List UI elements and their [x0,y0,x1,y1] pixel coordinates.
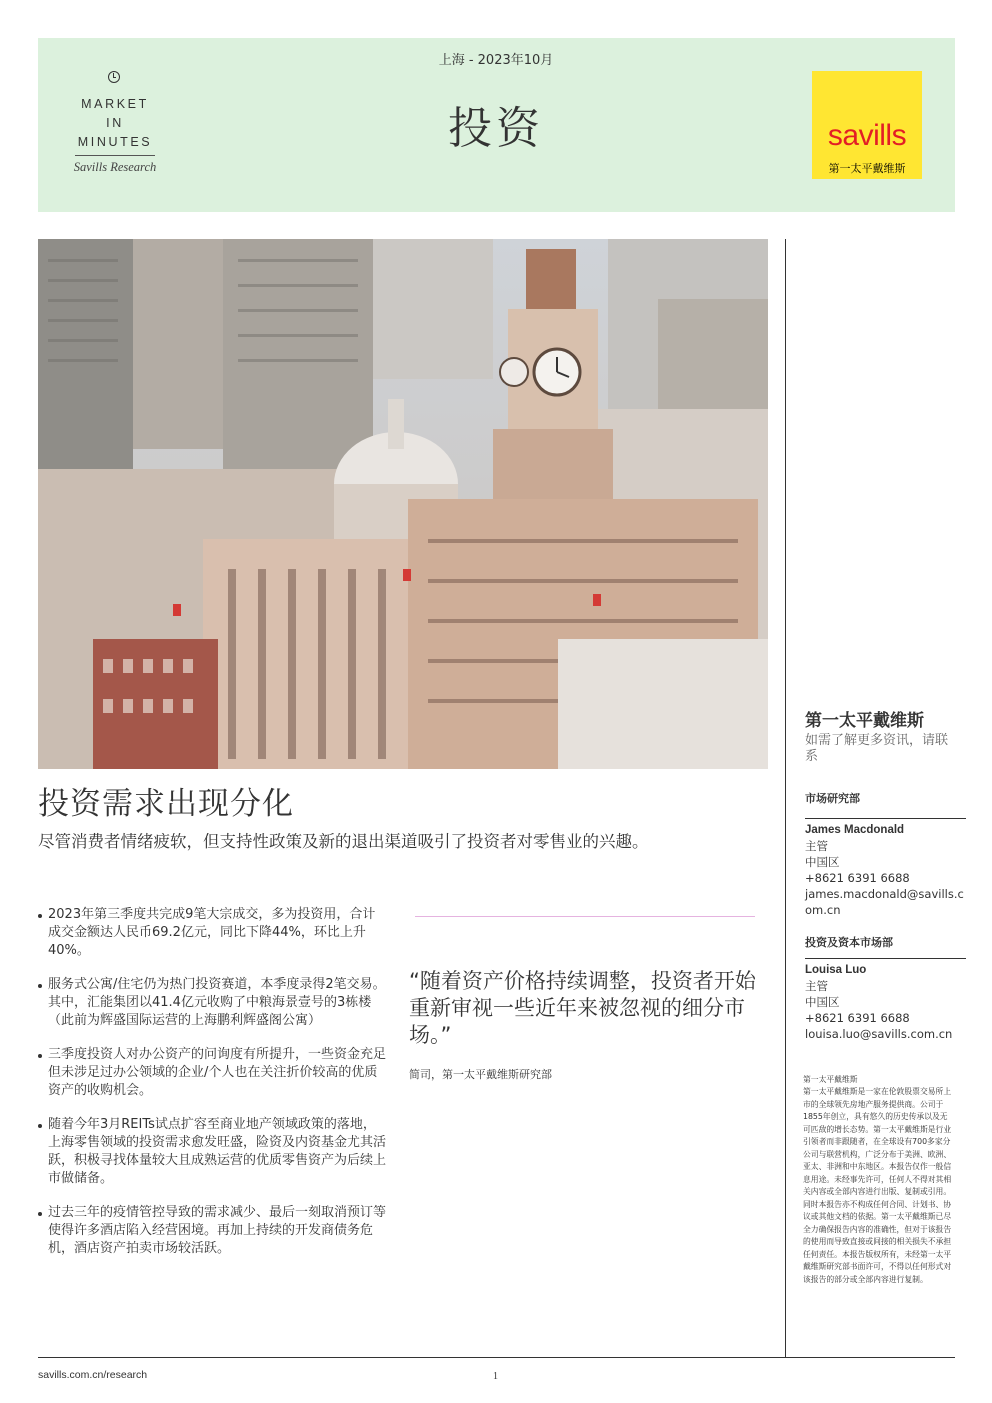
subhead: 尽管消费者情绪疲软，但支持性政策及新的退出渠道吸引了投资者对零售业的兴趣。 [38,832,649,851]
photo-illustration [38,239,768,769]
headline: 投资需求出现分化 [38,786,294,822]
contact-name: Louisa Luo [805,964,867,976]
quote-divider [415,916,755,917]
list-item: 2023年第三季度共完成9笔大宗成交，多为投资用，合计成交金额达人民币69.2亿元，同比下降44%，环比上升40%。 [38,906,388,960]
contact-phone: +8621 6391 6688 [805,871,910,885]
department-label: 投资及资本市场部 [805,936,893,949]
list-item: 过去三年的疫情管控导致的需求减少、最后一刻取消预订等使得许多酒店陷入经营困境。再加上持续的开发商债务危机，酒店资产拍卖市场较活跃。 [38,1204,388,1258]
department-divider [805,958,966,959]
disclaimer-title: 第一太平戴维斯 [803,1075,858,1084]
contact-email[interactable]: louisa.luo@savills.com.cn [805,1027,953,1041]
contact-phone: +8621 6391 6688 [805,1011,910,1025]
pull-quote: “随着资产价格持续调整，投资者开始重新审视一些近年来被忽视的细分市场。” [409,969,756,1047]
disclaimer-text: 第一太平戴维斯是一家在伦敦股票交易所上市的全球领先房地产服务提供商。公司于1855年创立，具有悠久的历史传承以及无可匹敌的增长态势。第一太平戴维斯是行业引领者而非跟随者，在全球设有700多家分公司与联营机构，广泛分布于美洲、欧洲、亚太、非洲和中东地区。本报告仅作一般信息用途。未经事先许可，任何人不得对其相关内容或全部内容进行出版、复制或引用。同时本报告亦不构成任何合同、计划书、协议或其他文档的依据。第一太平戴维斯已尽全力确保报告内容的准确性，但对于该报告的使用而导致直接或间接的相关损失不承担任何责任。本报告版权所有，未经第一太平戴维斯研究部书面许可，不得以任何形式对该报告的部分或全部内容进行复制。 [803,1087,952,1284]
department-divider [805,818,966,819]
list-item: 服务式公寓/住宅仍为热门投资赛道，本季度录得2笔交易。其中，汇能集团以41.4亿元收购了中粮海景壹号的3栋楼（此前为辉盛国际运营的上海鹏利辉盛阁公寓） [38,976,388,1030]
logo-wordmark: savills [827,119,907,152]
footer-link[interactable]: savills.com.cn/research [38,1369,148,1381]
page-title: 投资 [448,103,544,154]
dateline: 上海 - 2023年10月 [438,53,554,68]
sidebar-divider [785,239,786,1357]
brand-line: MINUTES [77,135,153,149]
contact-title: 主管 [805,979,828,993]
logo-subtitle: 第一太平戴维斯 [828,162,906,175]
savills-logo [812,71,922,179]
department-label: 市场研究部 [805,792,860,805]
brand-line: MARKET [81,97,149,111]
contact-region: 中国区 [805,995,840,1009]
contact-title: 主管 [805,839,828,853]
bund-clock-tower-photo [38,239,768,769]
footer-divider [38,1357,955,1358]
list-item: 随着今年3月REITs试点扩容至商业地产领域政策的落地，上海零售领域的投资需求愈发旺盛，险资及内资基金尤其活跃，积极寻找体量较大且成熟运营的优质零售资产为后续上市做储备。 [38,1116,388,1188]
contact-card [805,962,970,1042]
sidebar-company: 第一太平戴维斯 [805,711,924,731]
brand-line: IN [106,116,124,130]
research-label: Savills Research [73,160,157,174]
contact-region: 中国区 [805,855,840,869]
bullet-list [38,906,388,1274]
sidebar-more-info: 如需了解更多资讯，请联系 [805,733,949,764]
quote-source: 简司，第一太平戴维斯研究部 [409,1068,552,1081]
clock-icon [108,71,120,83]
page-number: 1 [493,1371,498,1382]
contact-name: James Macdonald [805,824,905,836]
contact-email[interactable]: james.macdonald@savills.com.cn [805,887,964,917]
list-item: 三季度投资人对办公资产的问询度有所提升，一些资金充足但未涉足过办公领域的企业/个人也在关注折价较高的优质资产的收购机会。 [38,1046,388,1100]
contact-card [805,822,970,918]
